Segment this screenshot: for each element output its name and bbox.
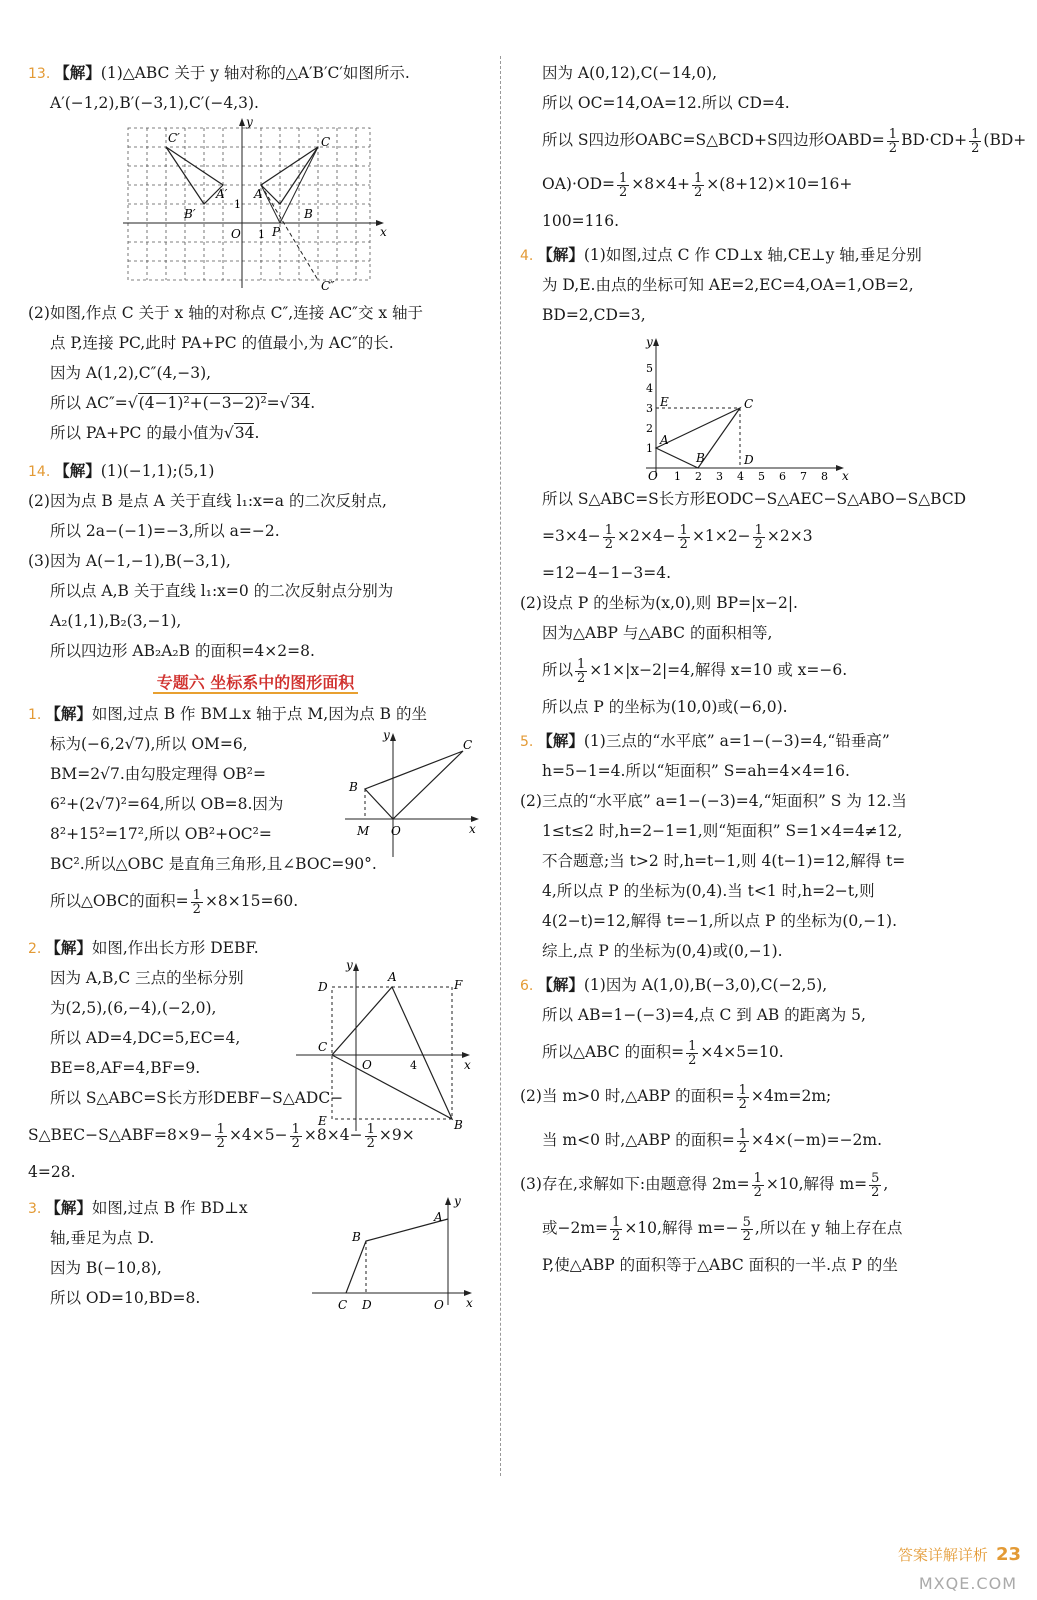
svg-text:x: x bbox=[380, 225, 387, 239]
svg-text:C: C bbox=[463, 738, 473, 752]
svg-text:C: C bbox=[318, 1040, 328, 1054]
svg-text:x: x bbox=[842, 469, 849, 482]
svg-text:A: A bbox=[660, 433, 669, 447]
right-column bbox=[520, 58, 1027, 1280]
svg-text:B: B bbox=[454, 1118, 463, 1132]
problem-4: 4. 【解】(1)如图,过点 C 作 CD⊥x 轴,CE⊥y 轴,垂足分别 为 D,E.由点的坐标可知 AE=2,EC=4,OA=1,OB=2, BD=2,CD=3, 1 2 3 4 5 6 7 8 1 2 3 4 5 y x O E A B C D 所以 S△ABC=S长方形EODC−S△AEC−S△ABO−S△BCD =3×4− $\frac{1}{2}$ ×2×4− $\frac{1}{2}$ ×1×2− $\frac{1}{2}$ ×2×3 =12−4−1−3=4. (2)设点 P 的坐标为(x,0),则 BP=|x−2|. 因为△ABP 与△ABC 的面积相等, 所以 $\frac{1}{2}$ ×1×|x−2|=4,解得 x=10 或 x=−6. 所以点 P 的坐标为(10,0)或(−6,0). bbox=[520, 240, 1012, 722]
svg-text:C: C bbox=[338, 1298, 348, 1312]
problem-1: 1. 【解】如图,过点 B 作 BM⊥x 轴于点 M,因为点 B 的坐 标为(−6,2√7),所以 OM=6, BM=2√7.由勾股定理得 OB²= 6²+(2√7)²=64,所以 OB=8.因为 8²+15²=17²,所以 OB²+OC²= BC².所以△OBC 是直角三角形,且∠BOC=90°. 所以△OBC的面积= $\frac{1}{2}$ ×8×15=60. y x O M B C bbox=[28, 699, 483, 923]
svg-text:E: E bbox=[318, 1114, 327, 1128]
svg-text:4: 4 bbox=[410, 1059, 417, 1072]
svg-text:5: 5 bbox=[758, 470, 765, 482]
svg-text:y: y bbox=[383, 729, 390, 742]
svg-text:x: x bbox=[464, 1058, 471, 1072]
svg-text:C′: C′ bbox=[168, 131, 180, 145]
problem-13: 13. 【解】(1)△ABC 关于 y 轴对称的△A′B′C′如图所示. A′(−1,2),B′(−3,1),C′(−4,3). y x O 1 1 C′ A′ B′ C A B P C″ (2)如图,作点 C 关于 x 轴的对称点 C″,连接 AC″交 x 轴于 点 P,连接 PC,此时 PA+PC 的值最小,为 AC″的长. 因为 A(1,2),C″(4,−3), 所以 AC″=√(4−1)²+(−3−2)²=√34. 所以 PA+PC 的最小值为√34. bbox=[28, 58, 483, 448]
svg-text:O: O bbox=[434, 1298, 444, 1312]
svg-text:C: C bbox=[744, 397, 754, 411]
left-column bbox=[28, 58, 483, 1313]
svg-text:3: 3 bbox=[716, 470, 723, 482]
svg-text:B: B bbox=[349, 780, 358, 794]
svg-text:6: 6 bbox=[779, 470, 786, 482]
svg-text:1: 1 bbox=[258, 228, 265, 241]
svg-text:O: O bbox=[391, 824, 401, 838]
problem-3-continued: 因为 A(0,12),C(−14,0), 所以 OC=14,OA=12.所以 CD=4. 所以 S四边形OABC=S△BCD+S四边形OABD= $\frac{1}{2}$ BD·CD+ $\frac{1}{2}$ (BD+ OA)·OD= $\frac{1}{2}$ ×8×4+ $\frac{1}{2}$ ×(8+12)×10=16+ 100=116. bbox=[542, 64, 1027, 230]
svg-text:B′: B′ bbox=[184, 207, 196, 221]
svg-text:y: y bbox=[454, 1194, 461, 1208]
svg-text:4: 4 bbox=[646, 382, 653, 395]
page-number: 23 bbox=[995, 1543, 1021, 1565]
footer-label: 答案详解详析 bbox=[897, 1545, 988, 1564]
svg-text:A: A bbox=[388, 970, 397, 984]
svg-text:5: 5 bbox=[646, 362, 653, 375]
figure-1 bbox=[343, 729, 483, 859]
svg-text:D: D bbox=[362, 1298, 372, 1312]
svg-text:C″: C″ bbox=[321, 279, 335, 293]
problem-2: 2. 【解】如图,作出长方形 DEBF. 因为 A,B,C 三点的坐标分别 为(2,5),(6,−4),(−2,0), 所以 AD=4,DC=5,EC=4, BE=8,AF=4,BF=9. 所以 S△ABC=S长方形DEBF−S△ADC− S△BEC−S△ABF=8×9− $\frac{1}{2}$ ×4×5− $\frac{1}{2}$ ×8×4− $\frac{1}{2}$ ×9× 4=28. y x O 4 A D F C E B bbox=[28, 933, 483, 1187]
svg-text:B: B bbox=[304, 207, 313, 221]
svg-text:D: D bbox=[318, 980, 328, 994]
figure-4 bbox=[520, 332, 1012, 482]
svg-text:y: y bbox=[346, 959, 353, 972]
svg-text:2: 2 bbox=[695, 470, 702, 482]
svg-text:x: x bbox=[469, 822, 476, 836]
svg-text:B: B bbox=[352, 1230, 361, 1244]
problem-14: 14. 【解】(1)(−1,1);(5,1) (2)因为点 B 是点 A 关于直线 l₁:x=a 的二次反射点, 所以 2a−(−1)=−3,所以 a=−2. (3)因为 A(−1,−1),B(−3,1), 所以点 A,B 关于直线 l₁:x=0 的二次反射点分别为 A₂(1,1),B₂(3,−1), 所以四边形 AB₂A₂B 的面积=4×2=8. bbox=[28, 461, 394, 660]
figure-3 bbox=[310, 1193, 480, 1313]
figure-2 bbox=[294, 959, 479, 1134]
svg-text:O: O bbox=[231, 227, 241, 241]
figure-13-grid bbox=[28, 118, 483, 298]
page-footer bbox=[898, 1534, 1021, 1574]
svg-text:D: D bbox=[744, 453, 754, 467]
svg-text:E: E bbox=[660, 395, 669, 409]
svg-text:A: A bbox=[434, 1210, 443, 1224]
svg-text:y: y bbox=[646, 335, 653, 349]
svg-text:3: 3 bbox=[646, 402, 653, 415]
svg-text:x: x bbox=[466, 1296, 473, 1310]
svg-text:2: 2 bbox=[646, 422, 653, 435]
svg-text:M: M bbox=[357, 824, 370, 838]
svg-text:7: 7 bbox=[800, 470, 807, 482]
svg-text:A′: A′ bbox=[216, 187, 228, 201]
problem-6: 6. 【解】(1)因为 A(1,0),B(−3,0),C(−2,5), 所以 AB=1−(−3)=4,点 C 到 AB 的距离为 5, 所以△ABC 的面积= $\frac{1}{2}$ ×4×5=10. (2)当 m>0 时,△ABP 的面积= $\frac{1}{2}$ ×4m=2m; 当 m<0 时,△ABP 的面积= $\frac{1}{2}$ ×4×(−m)=−2m. (3)存在,求解如下:由题意得 2m= $\frac{1}{2}$ ×10,解得 m= $\frac{5}{2}$ , 或−2m= $\frac{1}{2}$ ×10,解得 m=− $\frac{5}{2}$ ,所以在 y 轴上存在点 P,使△ABP 的面积等于△ABC 面积的一半.点 P 的坐 bbox=[520, 975, 903, 1274]
svg-text:1: 1 bbox=[234, 198, 241, 211]
svg-text:P: P bbox=[272, 225, 281, 239]
svg-text:C: C bbox=[321, 135, 331, 149]
section-title: 专题六 坐标系中的图形面积 bbox=[28, 670, 483, 693]
svg-text:y: y bbox=[246, 118, 253, 129]
svg-text:O: O bbox=[362, 1058, 372, 1072]
problem-5: 5. 【解】(1)三点的“水平底” a=1−(−3)=4,“铅垂高” h=5−1=4.所以“矩面积” S=ah=4×4=16. (2)三点的“水平底” a=1−(−3)=4,“矩面积” S 为 12.当 1≤t≤2 时,h=2−1=1,则“矩面积” S=1×4=4≠12, 不合题意;当 t>2 时,h=t−1,则 4(t−1)=12,解得 t= 4,所以点 P 的坐标为(0,4).当 t<1 时,h=2−t,则 4(2−t)=12,解得 t=−1,所以点 P 的坐标为(0,−1). 综上,点 P 的坐标为(0,4)或(0,−1). bbox=[520, 731, 907, 960]
svg-text:8: 8 bbox=[821, 470, 828, 482]
problem-3: 3. 【解】如图,过点 B 作 BD⊥x 轴,垂足为点 D. 因为 B(−10,8), 所以 OD=10,BD=8. y x A B C D O bbox=[28, 1193, 483, 1313]
svg-text:F: F bbox=[454, 978, 463, 992]
watermark: MXQE.COM bbox=[918, 1574, 1017, 1593]
svg-text:O: O bbox=[648, 469, 658, 482]
column-divider bbox=[500, 56, 501, 1476]
svg-text:B: B bbox=[696, 451, 705, 465]
svg-text:1: 1 bbox=[646, 442, 653, 455]
svg-text:4: 4 bbox=[737, 470, 744, 482]
svg-text:1: 1 bbox=[674, 470, 681, 482]
svg-text:A: A bbox=[254, 187, 263, 201]
